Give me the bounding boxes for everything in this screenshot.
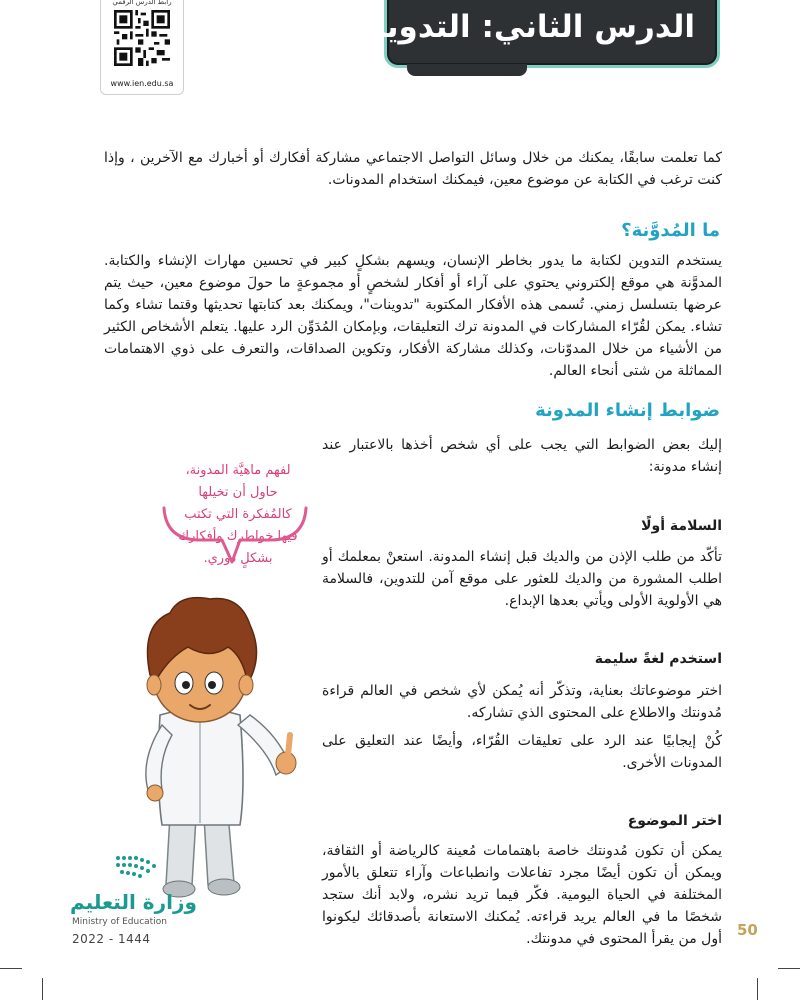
paragraph-language-1: اختر موضوعاتك بعناية، وتذكّر أنه يُمكن لأي شخص في العالم قراءة مُدونتك والاطلاع على المحتوى الذي تشاركه. bbox=[322, 683, 722, 721]
speech-bubble-outline bbox=[160, 500, 310, 570]
crop-mark bbox=[0, 968, 22, 969]
qr-code-block[interactable] bbox=[100, 0, 184, 95]
banner-tab bbox=[407, 64, 527, 76]
lesson-title-banner bbox=[359, 0, 720, 68]
subheading-topic: اختر الموضوع bbox=[627, 813, 722, 829]
crop-mark bbox=[778, 968, 800, 969]
page-title: الدرس الثاني: التدوين bbox=[359, 9, 695, 45]
crop-mark bbox=[42, 978, 43, 1000]
intro-paragraph: كما تعلمت سابقًا، يمكنك من خلال وسائل التواصل الاجتماعي مشاركة أفكارك أو أخبارك مع الآخرين ، وإذا كنت ترغب في الكتابة عن موضوع معين، فيمكنك استخدام المدونات. bbox=[104, 150, 722, 188]
paragraph-topic: يمكن أن تكون مُدونتك خاصة باهتمامات مُعينة كالرياضة أو الثقافة، ويمكن أن تكون أيضًا مجرد تفاعلات وانطباعات وآراء تتعلق بالأمور المختلفة في الحياة اليومية. فكّر فيما تريد نشره، ولابد أنك ستجد شخصًا ما في العالم يريد قراءته. يُمكنك الاستعانة بأصدقائك ليكونوا أول من يقرأ المحتوى في مدونتك. bbox=[322, 843, 722, 947]
ministry-name-english: Ministry of Education bbox=[72, 917, 167, 927]
section-heading-what-is-blog: ما المُدوَّنة؟ bbox=[621, 220, 720, 241]
speech-bubble-text: لفهم ماهيَّة المدونة، حاول أن تخيلها كالمُفكرة التي تكتب فيها خواطرك وأفكارك بشكلٍ دوري. bbox=[178, 463, 298, 566]
ministry-name-arabic: وزارة التعليم bbox=[70, 890, 197, 914]
crop-mark bbox=[757, 978, 758, 1000]
qr-caption: رابط الدرس الرقمي bbox=[112, 0, 172, 6]
qr-code-icon[interactable] bbox=[114, 10, 170, 66]
paragraph-language-2: كُنْ إيجابيًا عند الرد على تعليقات القُرّاء، وأيضًا عند التعليق على المدونات الأخرى. bbox=[322, 733, 722, 771]
subheading-language: استخدم لغةً سليمة bbox=[594, 651, 722, 667]
rules-intro: إليك بعض الضوابط التي يجب على أي شخص أخذها بالاعتبار عند إنشاء مدونة: bbox=[322, 437, 722, 475]
paragraph-safety: تأكّد من طلب الإذن من والديك قبل إنشاء المدونة. استعنْ بمعلمك أو اطلب المشورة من والديك للعثور على موقع آمن للتدوين، فالسلامة هي الأولوية الأولى ويأتي بعدها الإبداع. bbox=[322, 549, 722, 609]
page-number: 50 bbox=[737, 921, 758, 939]
subheading-safety: السلامة أولًا bbox=[641, 518, 722, 534]
qr-url[interactable]: www.ien.edu.sa bbox=[110, 79, 174, 88]
section-heading-blog-rules: ضوابط إنشاء المدونة bbox=[535, 400, 720, 421]
ministry-logo-icon bbox=[112, 852, 162, 886]
section-body-what-is-blog: يستخدم التدوين لكتابة ما يدور بخاطر الإنسان، ويسهم بشكلٍ كبير في تحسين مهارات الإنشاء والكتابة. المدوَّنة هي موقع إلكتروني يحتوي على آراء أو أفكار لشخصٍ أو مجموعةٍ ما حولَ موضوع معين، حيث يتم عرضها بتسلسل زمني. تُسمى هذه الأفكار المكتوبة "تدوينات"، ويمكنك بعد كتابتها تحديثها وقتما تشاء وكما تشاء. يمكن لقُرّاء المشاركات في المدونة ترك التعليقات، وبإمكان المُدَوِّن الرد عليها. يتعلم الأشخاص الكثير من الأشياء من خلال المدوّنات، وكذلك مشاركة الأفكار، وتكوين الصداقات، والتعرف على ذوي الاهتمامات المماثلة من شتى أنحاء العالم. bbox=[104, 253, 722, 379]
edition-year: 2022 - 1444 bbox=[72, 932, 151, 946]
